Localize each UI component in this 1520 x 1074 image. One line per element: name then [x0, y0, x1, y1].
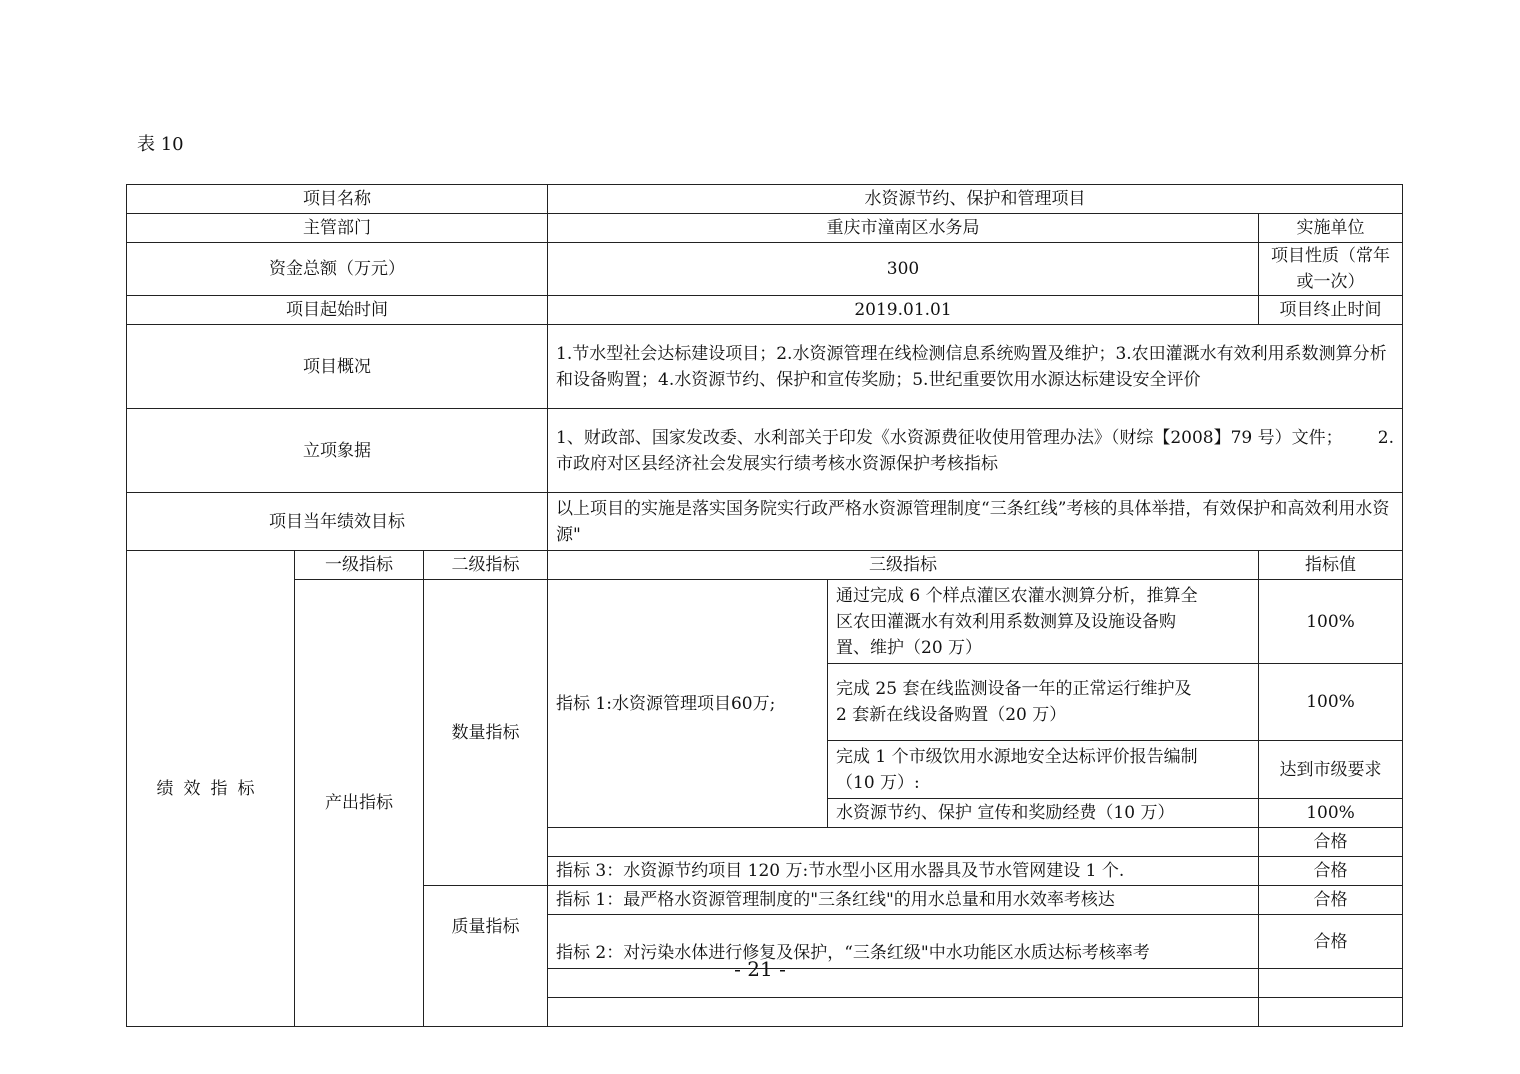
- row-overview: [127, 325, 1403, 409]
- row-sub-item-1: [127, 580, 1403, 664]
- sub-item-3-line-1: 完成 1 个市级饮用水源地安全达标评价报告编制: [836, 746, 1198, 767]
- performance-table: [126, 184, 1403, 1027]
- sub-item-4-value: 100%: [1259, 799, 1403, 828]
- end-date-label: 项目终止时间: [1259, 296, 1403, 325]
- project-name-value: 水资源节约、保护和管理项目: [548, 185, 1403, 214]
- quality-indicator-label: [424, 886, 548, 1027]
- table-label: 表 10: [137, 134, 184, 155]
- sub-item-2-line-1: 完成 25 套在线监测设备一年的正常运行维护及: [836, 679, 1192, 699]
- basis-line-2: 市政府对区县经济社会发展实行绩考核水资源保护考核指标: [556, 453, 999, 474]
- sub-item-3-line-2: （10 万）:: [836, 772, 920, 793]
- performance-indicators-label: 绩效指标: [127, 551, 295, 1027]
- basis-line-1-left: 1、财政部、国家发改委、水利部关于印发《水资源费征收使用管理办法》（财综【2008】79 号）文件；: [556, 427, 1343, 448]
- indicator-3-text: 指标 3：水资源节约项目 120 万:节水型小区用水器具及节水管网建设 1 个.: [548, 857, 1259, 886]
- basis-value: [548, 409, 1403, 493]
- sub-item-3-value: 达到市级要求: [1259, 741, 1403, 799]
- level1-output-indicator: 产出指标: [295, 580, 424, 1027]
- project-nature-label: 项目性质（常年或一次）: [1259, 243, 1403, 296]
- basis-line-1-right: 2.: [1377, 427, 1395, 448]
- page-number: - 21 -: [734, 957, 786, 981]
- annual-goal-label: 项目当年绩效目标: [127, 493, 548, 551]
- sub-item-1-text: [828, 580, 1259, 664]
- sub-item-3-text: [828, 741, 1259, 799]
- row-funds: [127, 243, 1403, 296]
- funds-label: 资金总额（万元）: [127, 243, 548, 296]
- quantity-indicator-label: 数量指标: [424, 580, 548, 886]
- overview-label: 项目概况: [127, 325, 548, 409]
- indicator-3-value: 合格: [1259, 857, 1403, 886]
- header-level1: 一级指标: [295, 551, 424, 580]
- row-project-name: [127, 185, 1403, 214]
- header-value: 指标值: [1259, 551, 1403, 580]
- empty-indicator-value: 合格: [1259, 828, 1403, 857]
- annual-goal-value: 以上项目的实施是落实国务院实行政严格水资源管理制度“三条红线”考核的具体举措，有效保护和高效利用水资源": [548, 493, 1403, 551]
- sub-item-1-line-2: 区农田灌溉水有效利用系数测算及设施设备购: [836, 611, 1177, 632]
- sub-item-1-line-3: 置、维护（20 万）: [836, 637, 983, 658]
- indicator-1-label: 指标 1:水资源管理项目60万;: [548, 580, 828, 828]
- basis-line-1: [556, 425, 1394, 451]
- quality-1-text: 指标 1：最严格水资源管理制度的"三条红线"的用水总量和用水效率考核达: [548, 886, 1259, 915]
- quality-indicator-text: 质量指标: [451, 917, 520, 937]
- project-name-label: 项目名称: [127, 185, 548, 214]
- sub-item-2-text: [828, 664, 1259, 741]
- funds-value: 300: [548, 243, 1259, 296]
- row-basis: [127, 409, 1403, 493]
- sub-item-1-line-1: 通过完成 6 个样点灌区农灌水测算分析，推算全: [836, 585, 1198, 606]
- row-annual-goal: [127, 493, 1403, 551]
- department-value: 重庆市潼南区水务局: [548, 214, 1259, 243]
- row-dates: [127, 296, 1403, 325]
- start-date-label: 项目起始时间: [127, 296, 548, 325]
- sub-item-2-value: 100%: [1259, 664, 1403, 741]
- row-indicator-headers: [127, 551, 1403, 580]
- start-date-value: 2019.01.01: [548, 296, 1259, 325]
- performance-table-wrapper: [126, 184, 1402, 963]
- overflow-cell-d: [1259, 998, 1403, 1027]
- implementing-unit-label: 实施单位: [1259, 214, 1403, 243]
- overflow-cell-c: [548, 998, 1259, 1027]
- empty-indicator-text: [548, 828, 1259, 857]
- basis-label: 立项象据: [127, 409, 548, 493]
- sub-item-4-text: 水资源节约、保护 宣传和奖励经费（10 万）: [828, 799, 1259, 828]
- row-department: [127, 214, 1403, 243]
- header-level3: 三级指标: [548, 551, 1259, 580]
- sub-item-2-line-2: 2 套新在线设备购置（20 万）: [836, 705, 1067, 725]
- quality-2-text: 指标 2：对污染水体进行修复及保护，“三条红级"中水功能区水质达标考核率考: [548, 915, 1259, 969]
- department-label: 主管部门: [127, 214, 548, 243]
- quality-1-value: 合格: [1259, 886, 1403, 915]
- header-level2: 二级指标: [424, 551, 548, 580]
- quality-2-value: 合格: [1259, 915, 1403, 969]
- sub-item-1-value: 100%: [1259, 580, 1403, 664]
- overview-value: 1.节水型社会达标建设项目；2.水资源管理在线检测信息系统购置及维护；3.农田灌溉水有效利用系数测算分析和设备购置；4.水资源节约、保护和宣传奖励；5.世纪重要饮用水源达标建设安全评价: [548, 325, 1403, 409]
